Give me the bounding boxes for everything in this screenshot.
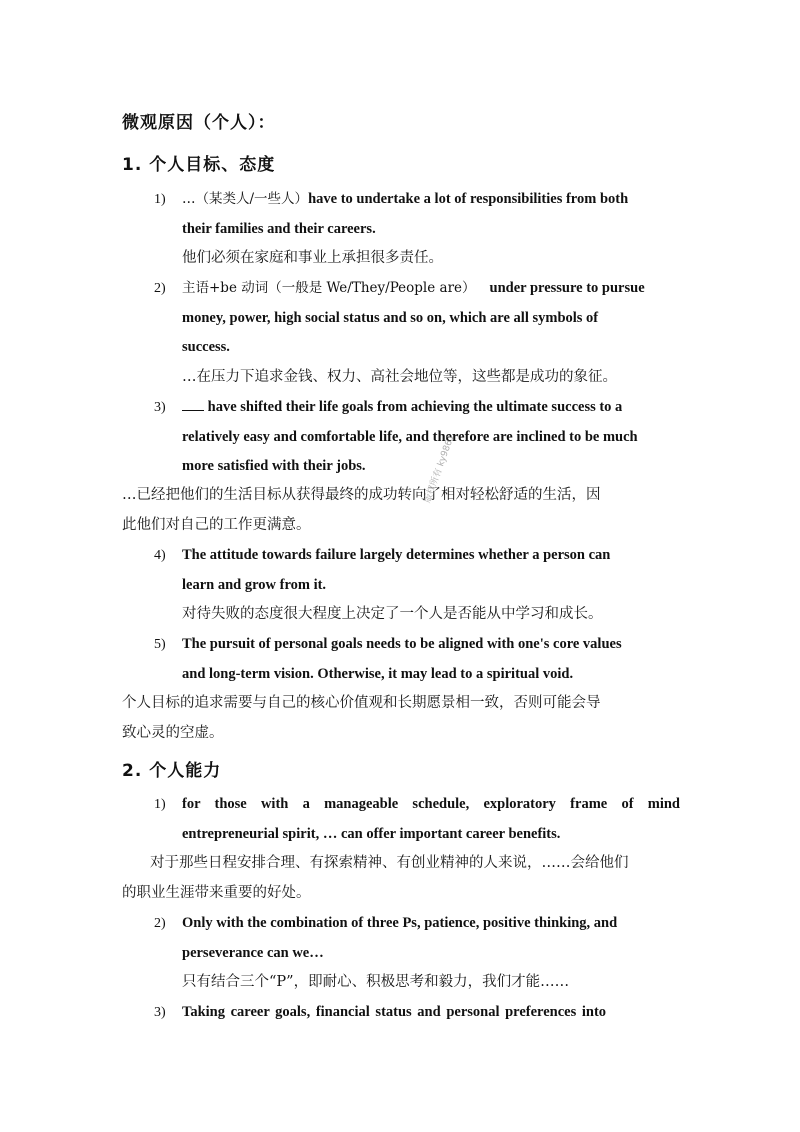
item-number: 5) [154, 637, 166, 652]
item-number: 4) [154, 548, 166, 563]
item-english [182, 541, 680, 600]
en-prefix: …（某类人/一些人） [182, 191, 309, 207]
en-line: success. [182, 339, 230, 355]
item-english [182, 790, 680, 849]
item-number: 3) [154, 400, 166, 415]
en-line [182, 274, 680, 304]
item-english [182, 998, 680, 1028]
en-line: their families and their careers. [182, 220, 376, 237]
en-line: Taking career goals, financial status and personal preferences into [182, 1004, 607, 1020]
main-heading: 微观原因（个人）： [122, 113, 276, 133]
en-line: The pursuit of personal goals needs to be aligned with one's core values [182, 636, 622, 652]
en-text: under pressure to pursue [489, 280, 645, 296]
item-chinese: …在压力下追求金钱、权力、高社会地位等，这些都是成功的象征。 [182, 369, 617, 385]
fill-blank [182, 398, 204, 411]
section-2-title: 2. 个人能力 [122, 761, 222, 781]
item-english [182, 185, 680, 244]
item-chinese [122, 689, 680, 748]
item-chinese: 对待失败的态度很大程度上决定了一个人是否能从中学习和成长。 [182, 606, 603, 622]
en-prefix: 主语+be 动词（一般是 We/They/People are） [182, 280, 476, 296]
item-number: 2) [154, 281, 166, 296]
zh-line: 对于那些日程安排合理、有探索精神、有创业精神的人来说，……会给他们 [150, 855, 629, 871]
item-english [182, 274, 680, 363]
item-chinese: 只有结合三个“P”，即耐心、积极思考和毅力，我们才能…… [182, 974, 570, 990]
en-line: entrepreneurial spirit, … can offer important career benefits. [182, 825, 561, 842]
en-line: Only with the combination of three Ps, patience, positive thinking, and [182, 915, 618, 931]
en-line: learn and grow from it. [182, 576, 327, 593]
en-line: money, power, high social status and so on, which are all symbols of [182, 309, 599, 326]
en-line: The attitude towards failure largely determines whether a person can [182, 547, 611, 563]
section-1-title: 1. 个人目标、态度 [122, 155, 276, 175]
item-chinese: 他们必须在家庭和事业上承担很多责任。 [182, 250, 443, 266]
item-number: 2) [154, 916, 166, 931]
en-line: and long-term vision. Otherwise, it may lead to a spiritual void. [182, 665, 574, 682]
item-number: 1) [154, 192, 166, 207]
zh-line: 致心灵的空虚。 [122, 724, 224, 741]
en-text: have to undertake a lot of responsibilities from both [308, 191, 629, 207]
en-line: more satisfied with their jobs. [182, 458, 366, 474]
en-line: for those with a manageable schedule, exploratory frame of mind [182, 796, 680, 812]
en-line [182, 393, 680, 423]
zh-line: …已经把他们的生活目标从获得最终的成功转向了相对轻松舒适的生活，因 [122, 487, 601, 503]
en-line: relatively easy and comfortable life, and therefore are inclined to be much [182, 428, 638, 445]
zh-line: 个人目标的追求需要与自己的核心价值观和长期愿景相一致，否则可能会导 [122, 695, 601, 711]
zh-line: 的职业生涯带来重要的好处。 [122, 884, 311, 901]
item-chinese [122, 849, 680, 908]
en-line [182, 185, 680, 215]
item-chinese [122, 481, 680, 540]
watermark-text: 版权所有 ky9861 [422, 433, 457, 505]
item-english [182, 909, 680, 968]
en-line: perseverance can we… [182, 944, 324, 961]
zh-line: 此他们对自己的工作更满意。 [122, 516, 311, 533]
item-english [182, 630, 680, 689]
item-number: 3) [154, 1005, 166, 1020]
item-number: 1) [154, 797, 166, 812]
en-text: have shifted their life goals from achieving the ultimate success to a [207, 399, 623, 415]
